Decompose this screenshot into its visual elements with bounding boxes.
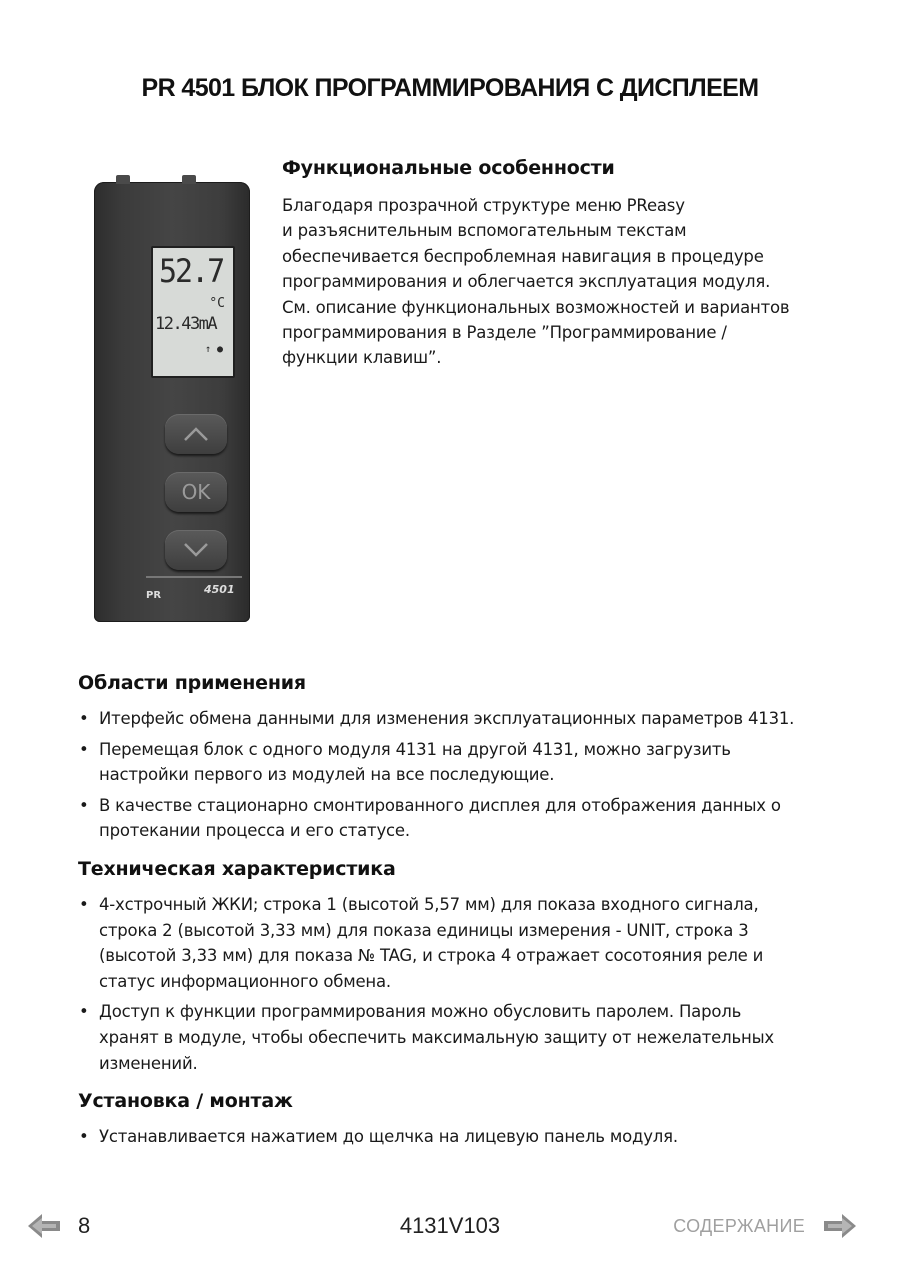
text-line: обеспечивается беспроблемная навигация в процедуре [282,246,764,266]
device-clip [182,175,196,184]
installation-heading: Установка / монтаж [78,1090,293,1112]
technical-list [78,892,858,1081]
text-line: См. описание функциональных возможностей и вариантов [282,297,790,317]
text-line: программирования и облегчается эксплуатация модуля. [282,272,771,292]
page-title: PR 4501 БЛОК ПРОГРАММИРОВАНИЯ С ДИСПЛЕЕМ [141,74,759,102]
device-down-button [165,530,227,570]
device-illustration [94,182,250,622]
applications-heading: Области применения [78,672,306,694]
installation-list [78,1124,858,1155]
list-item: • В качестве стационарно смонтированного дисплея для отображения данных о протекании процесса и его статусе. [79,795,781,841]
list-item: • Доступ к функции программирования можно обусловить паролем. Пароль хранят в модуле, чтобы обеспечить максимальную защиту от нежелательных изменений. [79,1002,774,1073]
text-line: функции клавиш”. [282,348,442,368]
text-line: Благодаря прозрачной структуре меню PReasy [282,196,685,215]
device-divider [146,576,242,578]
text-line: и разъяснительным вспомогательным текстам [282,221,687,241]
contents-link[interactable]: СОДЕРЖАНИЕ [673,1216,805,1236]
applications-list [78,706,858,849]
lcd-status: ↑ ● [204,344,223,355]
chevron-up-icon [165,414,227,454]
chevron-down-icon [165,530,227,570]
device-ok-button: OK [165,472,227,512]
list-item: • Итерфейс обмена данными для изменения эксплуатационных параметров 4131. [79,709,795,728]
device-lcd-screen [151,246,235,378]
list-item: • 4-хстрочный ЖКИ; строка 1 (высотой 5,57 мм) для показа входного сигнала, строка 2 (высотой 3,33 мм) для показа единицы измерения - UNIT, строка 3 (высотой 3,33 мм) для показа № TAG, и строка 4 отражает сосотояния реле и статус информационного обмена. [79,895,764,991]
lcd-value: 52.7 [159,252,224,291]
list-item: • Перемещая блок с одного модуля 4131 на другой 4131, можно загрузить настройки первого из модулей на все последующие. [79,739,731,785]
device-logo: PR [146,590,162,601]
features-heading: Функциональные особенности [282,157,615,179]
list-item: • Устанавливается нажатием до щелчка на лицевую панель модуля. [79,1127,678,1146]
features-text [282,193,842,371]
technical-heading: Техническая характеристика [78,858,396,880]
device-up-button [165,414,227,454]
device-clip [116,175,130,184]
lcd-unit: °C [209,296,225,311]
next-page-arrow-icon[interactable] [822,1211,858,1241]
page-number: 8 [78,1213,91,1238]
device-model: 4501 [204,583,235,596]
text-line: программирования в Разделе ”Программирование / [282,323,727,343]
lcd-current: 12.43mA [155,314,217,334]
document-id: 4131V103 [399,1213,501,1238]
